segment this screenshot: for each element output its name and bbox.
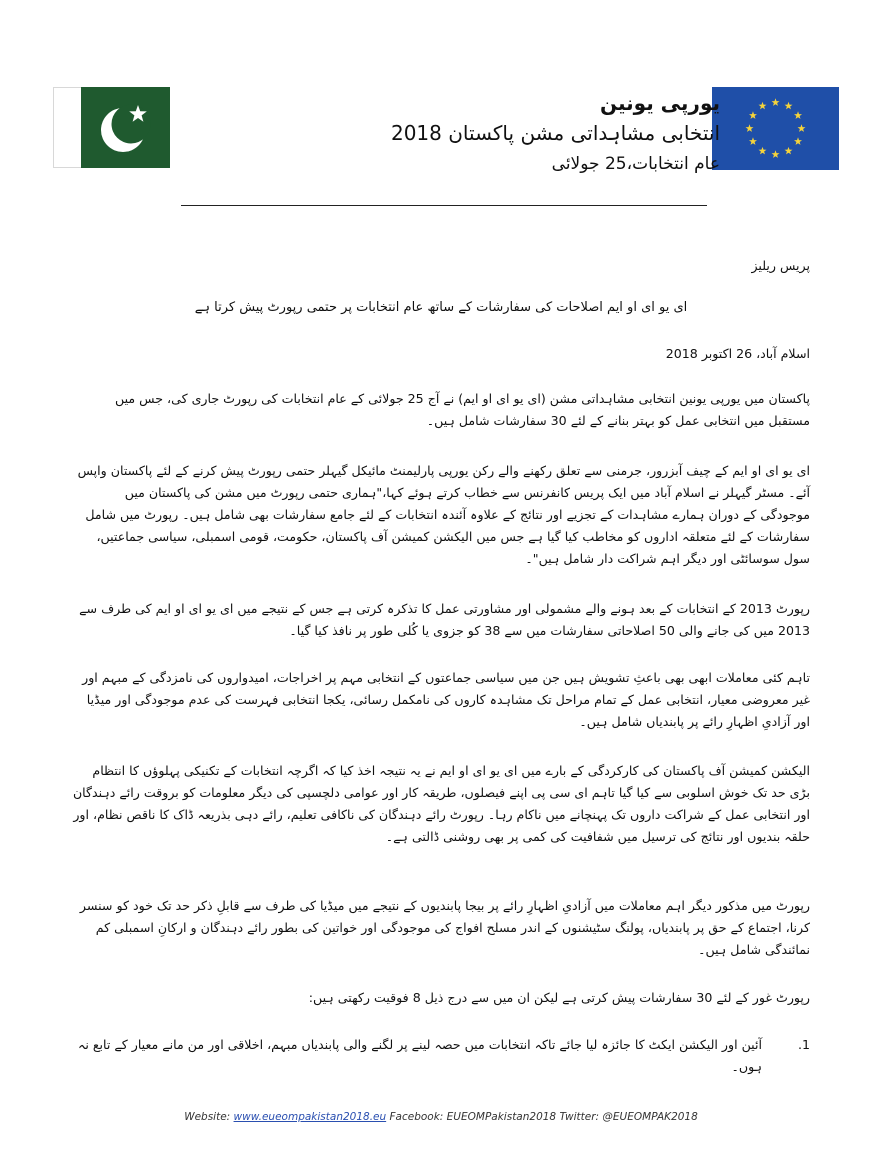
list-item-text: آئین اور الیکشن ایکٹ کا جائزہ لیا جائے تاکہ انتخابات میں حصہ لینے پر لگنے والی پابندیاں مبہم، اخلاقی اور من مانے معیار کے تابع نہ ہوں۔ <box>77 1037 762 1074</box>
eu-star-icon <box>772 98 780 106</box>
paragraph: پاکستان میں یورپی یونین انتخابی مشاہداتی مشن (ای یو ای او ایم) نے آج 25 جولائی کے عام انتخابات کی رپورٹ جاری کی، جس میں مستقبل میں انتخابی عمل کو بہتر بنانے کے لئے 30 سفارشات شامل ہیں۔ <box>115 391 810 428</box>
paragraph: رپورٹ غور کے لئے 30 سفارشات پیش کرتی ہے لیکن ان میں سے درج ذیل 8 فوقیت رکھتی ہیں: <box>308 990 810 1005</box>
paragraph: تاہم کئی معاملات ابھی بھی باعثِ تشویش ہیں جن میں سیاسی جماعتوں کے انتخابی مہم پر اخراجات، امیدواروں کی نامزدگی کے مبہم اور غیر معروضی معیار، انتخابی عمل کے تمام مراحل تک مشاہدہ کاروں کی نامکمل رسائی، یکجا انتخابی فہرست کی عدم موجودگی اور میڈیا اور آزادیِ اظہارِ رائے پر پابندیاں شامل ہیں۔ <box>82 670 810 729</box>
footer-twitter: Twitter: @EUEOMPAK2018 <box>559 1111 698 1123</box>
eu-star-icon <box>772 150 780 158</box>
dateline: اسلام آباد، 26 اکتوبر 2018 <box>665 346 810 361</box>
eu-star-icon <box>785 147 793 155</box>
list-item <box>72 1034 810 1078</box>
eu-star-icon <box>794 111 802 119</box>
paragraph: رپورٹ میں مذکور دیگر اہم معاملات میں آزادیِ اظہارِ رائے پر بیجا پابندیوں کے نتیجے میں میڈیا کی طرف سے قابلِ ذکر حد تک خود کو سنسر کرنا، اجتماع کے حق پر پابندیاں، پولنگ سٹیشنوں کے اندر مسلح افواج کی موجودگی اور خواتین کی بطور رائے دہندگان و ارکانِ اسمبلی کم نمائندگی شامل ہیں۔ <box>79 898 810 957</box>
paragraph: الیکشن کمیشن آف پاکستان کی کارکردگی کے بارے میں ای یو ای او ایم نے یہ نتیجہ اخذ کیا کہ اگرچہ انتخابات کے تکنیکی پہلوؤں کا انتظام بڑی حد تک خوش اسلوبی سے کیا گیا تاہم ای سی پی اپنے فیصلوں، طریقہ کار اور عوامی دلچسپی کی دیگر معلومات کو بروقت رائے دہندگان اور انتخابی عمل کے شراکت داروں تک پہنچانے میں ناکام رہا۔ رپورٹ رائے دہندگان کی ناکافی تعلیم، رائے دہی بذریعہ ڈاک کا ناقص نظام، اور حلقہ بندیوں اور نتائج کی ترسیل میں شفافیت کی کمی پر بھی روشنی ڈالتی ہے۔ <box>72 763 810 844</box>
footer-website-label: Website: <box>184 1111 231 1123</box>
press-release-label: پریس ریلیز <box>751 258 810 273</box>
eu-stars-icon <box>712 87 839 170</box>
header-divider <box>181 205 707 206</box>
flag-white-stripe <box>53 87 81 168</box>
document-header <box>280 90 720 178</box>
eu-star-icon <box>785 102 793 110</box>
eu-star-icon <box>798 124 806 132</box>
footer <box>0 1111 882 1123</box>
eu-star-icon <box>749 137 757 145</box>
footer-facebook: Facebook: EUEOMPakistan2018 <box>389 1111 557 1123</box>
crescent-star-icon <box>81 87 170 168</box>
website-link[interactable]: www.eueompakistan2018.eu <box>233 1111 387 1123</box>
eu-flag <box>712 87 839 170</box>
paragraph: ای یو ای او ایم کے چیف آبزرور، جرمنی سے تعلق رکھنے والے رکن یورپی پارلیمنٹ مائیکل گیہلر حتمی رپورٹ پیش کرنے کے لئے پاکستان واپس آئے۔ مسٹر گیہلر نے اسلام آباد میں ایک پریس کانفرنس سے خطاب کرتے ہوئے کہا،"ہماری حتمی رپورٹ میں مشن کی پاکستان میں موجودگی کے دوران ہمارے مشاہدات کے تجزیے اور نتائج کے علاوہ آئندہ انتخابات کے لئے جامع سفارشات بھی شامل ہیں۔ رپورٹ میں شامل سفارشات کے لئے متعلقہ اداروں کو مخاطب کیا گیا ہے جس میں الیکشن کمیشن آف پاکستان، حکومت، قومی اسمبلی، سیاسی جماعتیں، سول سوسائٹی اور دیگر اہم شراکت دار شامل ہیں"۔ <box>77 463 810 566</box>
paragraph: رپورٹ 2013 کے انتخابات کے بعد ہونے والے مشمولی اور مشاورتی عمل کا تذکرہ کرتی ہے جس کے نتیجے میں ای یو ای او ایم کی طرف سے 2013 میں کی جانے والی 50 اصلاحاتی سفارشات میں سے 38 کو جزوی یا کُلی طور پر نافذ کیا گیا۔ <box>79 601 810 638</box>
flag-green-field <box>81 87 170 168</box>
eu-star-icon <box>749 111 757 119</box>
organization-name: یورپی یونین <box>600 91 720 115</box>
eu-star-icon <box>794 137 802 145</box>
mission-title: انتخابی مشاہداتی مشن پاکستان 2018 <box>390 121 720 145</box>
eu-star-icon <box>759 147 767 155</box>
eu-star-icon <box>759 102 767 110</box>
eu-star-icon <box>746 124 754 132</box>
list-item-number: 1. <box>797 1037 810 1052</box>
headline: ای یو ای او ایم اصلاحات کی سفارشات کے ساتھ عام انتخابات پر حتمی رپورٹ پیش کرتا ہے <box>194 300 688 315</box>
election-subtitle: عام انتخابات،25 جولائی <box>551 154 720 174</box>
pakistan-flag <box>53 87 170 168</box>
